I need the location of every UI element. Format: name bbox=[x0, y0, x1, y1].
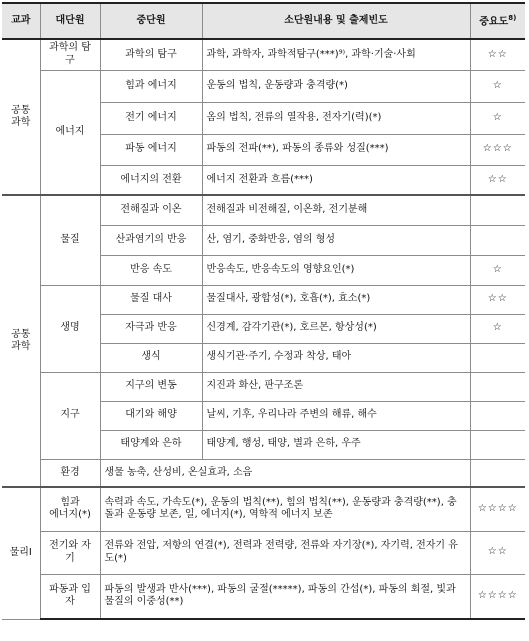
middle-unit-cell: 자극과 반응 bbox=[100, 314, 202, 343]
table-row bbox=[2, 285, 525, 314]
subject-cell: 물리Ⅰ bbox=[2, 487, 40, 619]
table-row bbox=[2, 70, 525, 102]
major-unit-cell: 과학의 탐구 bbox=[40, 39, 100, 70]
header-major-unit: 대단원 bbox=[40, 3, 100, 39]
major-unit-cell: 물질 bbox=[40, 195, 100, 285]
header-subject: 교과 bbox=[2, 3, 40, 39]
table-row bbox=[2, 487, 525, 531]
importance-cell: ☆☆☆☆ bbox=[470, 487, 525, 531]
content-cell: 전류와 전압, 저항의 연결(*), 전력과 전력량, 전류와 자기장(*), 자기력, 전자기 유도(*) bbox=[100, 531, 470, 574]
middle-unit-cell: 힘과 에너지 bbox=[100, 70, 202, 102]
content-cell: 파동의 발생과 반사(***), 파동의 굴절(*****), 파동의 간섭(*), 파동의 회절, 빛과 물질의 이중성(**) bbox=[100, 574, 470, 619]
major-unit-cell: 에너지 bbox=[40, 70, 100, 195]
middle-unit-cell: 대기와 해양 bbox=[100, 401, 202, 430]
content-cell: 옴의 법칙, 전류의 열작용, 전자기(력)(*) bbox=[202, 102, 470, 134]
content-cell: 속력과 속도, 가속도(*), 운동의 법칙(**), 힘의 법칙(**), 운동량과 충격량(**), 충돌과 운동량 보존, 일, 에너지(*), 역학적 에너지 보존 bbox=[100, 487, 470, 531]
importance-cell bbox=[470, 225, 525, 255]
importance-cell: ☆ bbox=[470, 255, 525, 285]
importance-cell: ☆☆ bbox=[470, 39, 525, 70]
importance-cell: ☆☆ bbox=[470, 165, 525, 195]
table-row bbox=[2, 39, 525, 70]
content-cell: 생물 농축, 산성비, 온실효과, 소음 bbox=[100, 459, 470, 487]
header-importance bbox=[470, 3, 525, 39]
subject-cell: 공통 과학 bbox=[2, 39, 40, 195]
importance-cell: ☆☆ bbox=[470, 285, 525, 314]
middle-unit-cell: 지구의 변동 bbox=[100, 372, 202, 401]
middle-unit-cell: 에너지의 전환 bbox=[100, 165, 202, 195]
content-cell: 태양계, 행성, 태양, 별과 은하, 우주 bbox=[202, 430, 470, 459]
exam-frequency-table bbox=[2, 2, 525, 620]
importance-footnote: 8) bbox=[508, 13, 517, 22]
content-cell: 신경계, 감각기관(*), 호르몬, 항상성(*) bbox=[202, 314, 470, 343]
table-row bbox=[2, 459, 525, 487]
middle-unit-cell: 태양계와 은하 bbox=[100, 430, 202, 459]
header-content: 소단원내용 및 출제빈도 bbox=[202, 3, 470, 39]
importance-cell: ☆ bbox=[470, 314, 525, 343]
major-unit-cell: 힘과 에너지(*) bbox=[40, 487, 100, 531]
importance-cell bbox=[470, 195, 525, 225]
table-row bbox=[2, 372, 525, 401]
content-cell: 지진과 화산, 판구조론 bbox=[202, 372, 470, 401]
middle-unit-cell: 전기 에너지 bbox=[100, 102, 202, 134]
content-cell: 에너지 전환과 흐름(***) bbox=[202, 165, 470, 195]
importance-cell bbox=[470, 430, 525, 459]
importance-cell bbox=[470, 401, 525, 430]
middle-unit-cell: 과학의 탐구 bbox=[100, 39, 202, 70]
importance-cell: ☆ bbox=[470, 70, 525, 102]
importance-cell bbox=[470, 459, 525, 487]
major-unit-cell: 파동과 입자 bbox=[40, 574, 100, 619]
importance-cell: ☆☆☆ bbox=[470, 134, 525, 165]
middle-unit-cell: 전해질과 이온 bbox=[100, 195, 202, 225]
header-middle-unit: 중단원 bbox=[100, 3, 202, 39]
content-cell: 물질대사, 광합성(*), 호흡(*), 효소(*) bbox=[202, 285, 470, 314]
middle-unit-cell: 반응 속도 bbox=[100, 255, 202, 285]
major-unit-cell: 환경 bbox=[40, 459, 100, 487]
content-cell: 전해질과 비전해질, 이온화, 전기분해 bbox=[202, 195, 470, 225]
content-cell: 산, 염기, 중화반응, 염의 형성 bbox=[202, 225, 470, 255]
importance-label: 중요도 bbox=[479, 15, 509, 27]
importance-cell: ☆☆ bbox=[470, 531, 525, 574]
importance-cell bbox=[470, 372, 525, 401]
major-unit-cell: 생명 bbox=[40, 285, 100, 372]
middle-unit-cell: 생식 bbox=[100, 343, 202, 372]
importance-cell: ☆☆☆☆ bbox=[470, 574, 525, 619]
content-cell: 과학, 과학자, 과학적탐구(***)⁹⁾, 과학·기술·사회 bbox=[202, 39, 470, 70]
middle-unit-cell: 파동 에너지 bbox=[100, 134, 202, 165]
table-row bbox=[2, 531, 525, 574]
content-cell: 파동의 전파(**), 파동의 종류와 성질(***) bbox=[202, 134, 470, 165]
content-cell: 날씨, 기후, 우리나라 주변의 해류, 해수 bbox=[202, 401, 470, 430]
middle-unit-cell: 물질 대사 bbox=[100, 285, 202, 314]
middle-unit-cell: 산과염기의 반응 bbox=[100, 225, 202, 255]
content-cell: 운동의 법칙, 운동량과 충격량(*) bbox=[202, 70, 470, 102]
major-unit-cell: 전기와 자기 bbox=[40, 531, 100, 574]
table-header-row bbox=[2, 3, 525, 39]
importance-cell: ☆ bbox=[470, 102, 525, 134]
importance-cell bbox=[470, 343, 525, 372]
subject-cell: 공통 과학 bbox=[2, 195, 40, 487]
content-cell: 반응속도, 반응속도의 영향요인(*) bbox=[202, 255, 470, 285]
major-unit-cell: 지구 bbox=[40, 372, 100, 459]
table-row bbox=[2, 574, 525, 619]
content-cell: 생식기관·주기, 수정과 착상, 태아 bbox=[202, 343, 470, 372]
table-row bbox=[2, 195, 525, 225]
